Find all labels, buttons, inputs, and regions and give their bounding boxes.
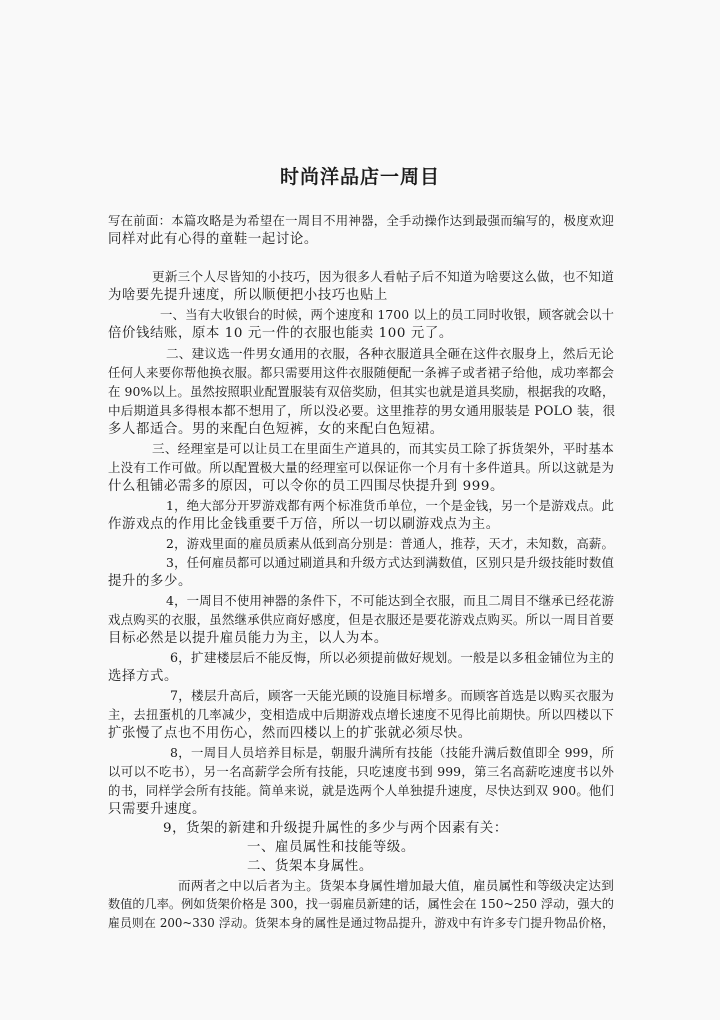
point6-line: 选择方式。 <box>108 669 178 684</box>
point2-line: 2，游戏里面的雇员质素从低到高分别是：普通人，推荐，天才，未知数，高薪。 <box>166 536 614 551</box>
point3-line: 3，任何雇员都可以通过刷道具和升级方式达到满数值，区别只是升级技能时数值 <box>166 555 614 570</box>
preface-line: 写在前面：本篇攻略是为希望在一周目不用神器，全手动操作达到最强而编写的，极度欢迎 <box>108 213 614 228</box>
point4-line: 目标必然是以提升雇员能力为主，以人为本。 <box>108 631 388 646</box>
point4-line: 4，一周目不使用神器的条件下，不可能达到全衣服，而且二周目不继承已经花游 <box>166 593 614 608</box>
tip1-line: 一、当有大收银台的时候，两个速度和 1700 以上的员工同时收银，顾客就会以十 <box>160 307 614 322</box>
point6-line: 6，扩建楼层后不能反悔，所以必须提前做好规划。一般是以多租金铺位为主的 <box>170 650 614 665</box>
conclusion-line: 雇员则在 200~330 浮动。货架本身的属性是通过物品提升，游戏中有许多专门提升物品价格， <box>108 916 614 930</box>
tip2-line: 在 90%以上。虽然按照职业配置服装有双倍奖励，但其实也就是道具奖励，根据我的攻略， <box>108 384 615 399</box>
tip2-line: 多人都适合。男的来配白色短裤，女的来配白色短裙。 <box>108 422 444 437</box>
point7-line: 7，楼层升高后，顾客一天能光顾的设施目标增多。而顾客首选是以购买衣服为 <box>170 688 614 703</box>
tip2-line: 任何人来要你帮他换衣服。都只需要用这件衣服随便配一条裤子或者裙子给他，成功率都会 <box>108 365 614 380</box>
intro-line: 更新三个人尽皆知的小技巧，因为很多人看帖子后不知道为啥要这么做，也不知道 <box>152 269 614 284</box>
tip3-line: 上没有工作可做。所以配置极大量的经理室可以保证你一个月有十多件道具。所以这就是为 <box>108 460 614 475</box>
point1-line: 作游戏点的作用比金钱重要千万倍，所以一切以刷游戏点为主。 <box>108 517 500 532</box>
tip2-line: 二、建议选一件男女通用的衣服，各种衣服道具全砸在这件衣服身上，然后无论 <box>166 346 614 361</box>
tip2-line: 中后期道具多得根本都不想用了，所以没必要。这里推荐的男女通用服装是 POLO 装，很 <box>108 403 616 418</box>
point3-line: 提升的多少。 <box>108 574 192 589</box>
point7-line: 扩张慢了点也不用伤心，然而四楼以上的扩张就必须尽快。 <box>108 726 472 741</box>
conclusion-line: 数值的几率。例如货架价格是 300，找一弱雇员新建的话，属性会在 150~250 浮动，强大的 <box>108 897 614 911</box>
factor-item: 一、雇员属性和技能等级。 <box>247 840 415 855</box>
point9-line: 9，货架的新建和升级提升属性的多少与两个因素有关： <box>163 821 508 836</box>
point8-line: 以可以不吃书），另一名高薪学会所有技能，只吃速度书到 999，第三名高薪吃速度书以外 <box>108 764 614 779</box>
tip3-line: 什么租铺必需多的原因，可以令你的员工四围尽快提升到 999。 <box>108 479 504 494</box>
tip1-line: 倍价钱结账，原本 10 元一件的衣服也能卖 100 元了。 <box>108 326 453 341</box>
point7-line: 主，去扭蛋机的几率减少，变相造成中后期游戏点增长速度不见得比前期快。所以四楼以下 <box>108 707 614 722</box>
intro-line: 为啥要先提升速度，所以顺便把小技巧也贴上 <box>108 288 388 303</box>
conclusion-line: 而两者之中以后者为主。货架本身属性增加最大值，雇员属性和等级决定达到 <box>178 878 614 893</box>
document-title: 时尚洋品店一周目 <box>279 166 440 188</box>
point4-line: 戏点购买的衣服，虽然继承供应商好感度，但是衣服还是要花游戏点购买。所以一周目首要 <box>108 612 614 627</box>
point8-line: 只需要升速度。 <box>108 802 206 817</box>
factor-item: 二、货架本身属性。 <box>247 859 373 874</box>
point8-line: 的书，同样学会所有技能。简单来说，就是选两个人单独提升速度，尽快达到双 900。他们 <box>108 783 614 798</box>
tip3-line: 三、经理室是可以让员工在里面生产道具的，而其实员工除了拆货架外，平时基本 <box>152 441 614 456</box>
preface-line: 同样对此有心得的童鞋一起讨论。 <box>108 232 318 247</box>
point1-line: 1，绝大部分开罗游戏都有两个标准货币单位，一个是金钱，另一个是游戏点。此 <box>166 498 614 513</box>
point8-line: 8，一周目人员培养目标是，朝服升满所有技能（技能升满后数值即全 999，所 <box>170 745 614 760</box>
